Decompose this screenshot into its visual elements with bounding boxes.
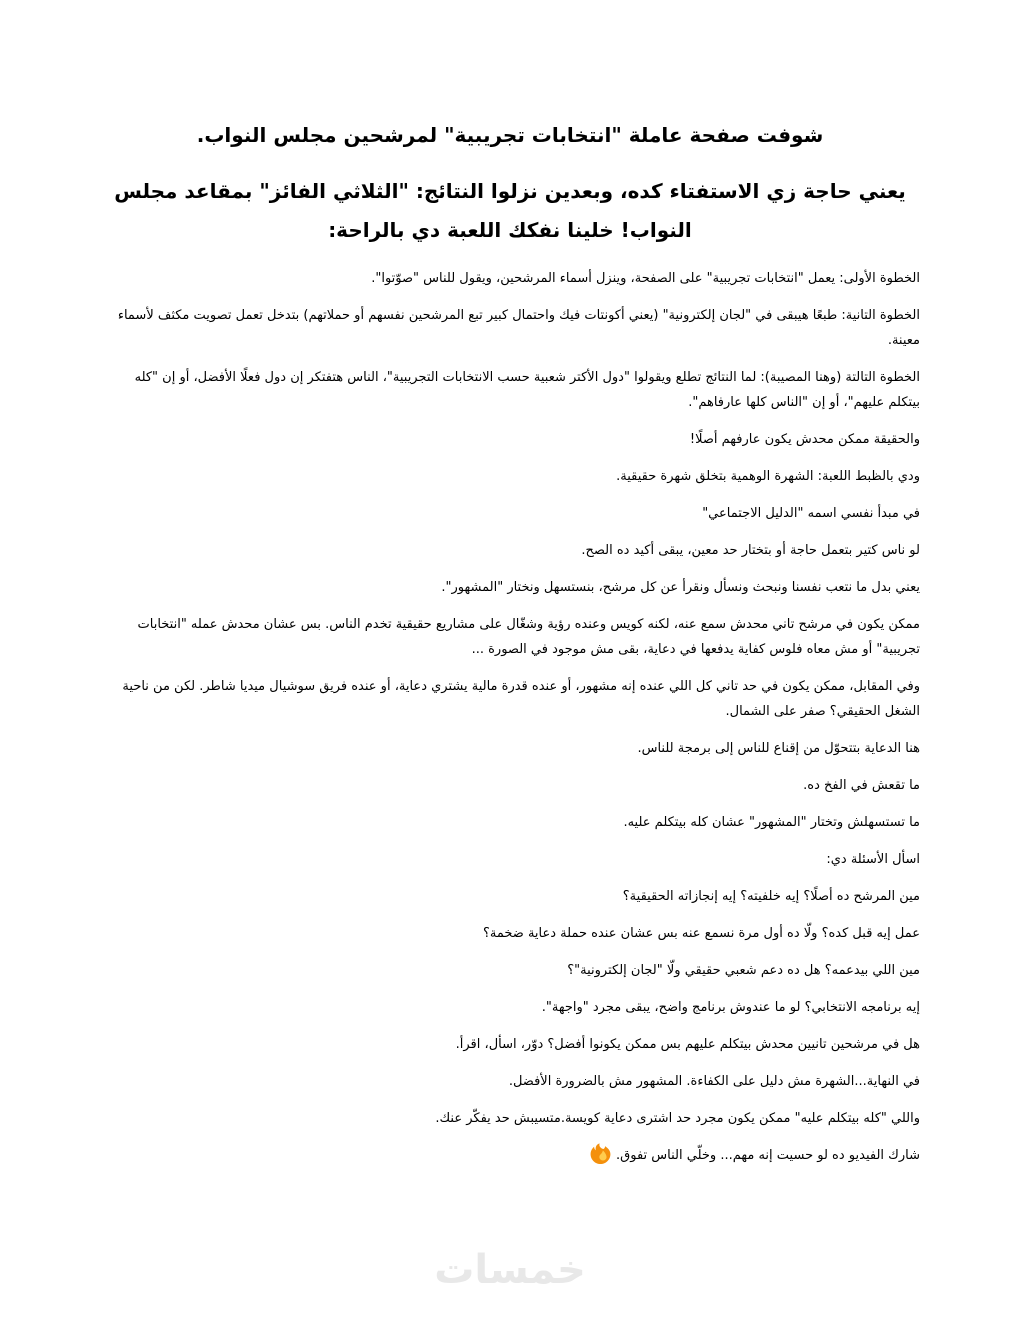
paragraph: الخطوة الأولى: يعمل "انتخابات تجريبية" على الصفحة، وينزل أسماء المرشحين، ويقول للناس "صوّتوا". [371, 271, 920, 286]
paragraph: عمل إيه قبل كده؟ ولّا ده أول مرة نسمع عنه بس عشان عنده حملة دعاية ضخمة؟ [483, 926, 920, 941]
paragraph: مين اللي بيدعمه؟ هل ده دعم شعبي حقيقي ولّا "لجان إلكترونية"؟ [567, 963, 920, 978]
share-line [100, 1143, 920, 1168]
paragraph: والحقيقة ممكن محدش يكون عارفهم أصلًا! [689, 432, 920, 447]
paragraph: هل في مرشحين تانيين محدش بيتكلم عليهم بس ممكن يكونوا أفضل؟ دوّر، اسأل، اقرأ. [455, 1037, 920, 1052]
paragraph: مين المرشح ده أصلًا؟ إيه خلفيته؟ إيه إنجازاته الحقيقية؟ [622, 889, 920, 904]
paragraph: اسأل الأسئلة دي: [826, 852, 920, 867]
paragraph: هنا الدعاية بتتحوّل من إقناع للناس إلى برمجة للناس. [637, 741, 920, 756]
paragraph: إيه برنامجه الانتخابي؟ لو ما عندوش برنامج واضح، يبقى مجرد "واجهة". [541, 1000, 920, 1015]
paragraph: وفي المقابل، ممكن يكون في حد تاني كل اللي عنده إنه مشهور، أو عنده قدرة مالية يشتري دعاية، أو عنده فريق سوشيال ميديا شاطر. لكن من ناحية الشغل الحقيقي؟ صفر على الشمال. [122, 679, 920, 719]
paragraph: الخطوة التالتة (وهنا المصيبة): لما النتائج تطلع ويقولوا "دول الأكتر شعبية حسب الانتخابات التجريبية"، الناس هتفتكر إن دول فعلًا الأفضل، أو إن "كله بيتكلم عليهم"، أو إن "الناس كلها عارفاهم". [134, 370, 920, 410]
heading-primary: شوفت صفحة عاملة "انتخابات تجريبية" لمرشحين مجلس النواب. [196, 123, 824, 147]
paragraph: ودي بالظبط اللعبة: الشهرة الوهمية بتخلق شهرة حقيقية. [616, 469, 920, 484]
paragraph: واللي "كله بيتكلم عليه" ممكن يكون مجرد حد اشترى دعاية كويسة.متسيبش حد يفكّر عنك. [435, 1111, 920, 1126]
share-text: شارك الفيديو ده لو حسيت إنه مهم... وخلّي الناس تفوق. [616, 1148, 920, 1163]
heading-secondary: يعني حاجة زي الاستفتاء كده، وبعدين نزلوا النتائج: "الثلاثي الفائز" بمقاعد مجلس النواب! خلينا نفكك اللعبة دي بالراحة: [114, 179, 906, 242]
paragraph: الخطوة التانية: طبعًا هيبقى في "لجان إلكترونية" (يعني أكونتات فيك واحتمال كبير تبع المرشحين نفسهم أو حملاتهم) بتدخل تعمل تصويت مكثف لأسماء معينة. [117, 308, 920, 348]
body-paragraphs [100, 266, 920, 1131]
paragraph: ما تقعش في الفخ ده. [803, 778, 920, 793]
paragraph: يعني بدل ما نتعب نفسنا ونبحث ونسأل ونقرأ عن كل مرشح، بنستسهل ونختار "المشهور". [441, 580, 920, 595]
paragraph: في مبدأ نفسي اسمه "الدليل الاجتماعي" [702, 506, 920, 521]
fire-icon [590, 1143, 611, 1164]
paragraph: ممكن يكون في مرشح تاني محدش سمع عنه، لكنه كويس وعنده رؤية وشغّال على مشاريع حقيقية تخدم الناس. بس عشان محدش عمله "انتخابات تجريبية" أو مش معاه فلوس كفاية يدفعها في دعاية، بقى مش موجود في الصورة ... [137, 617, 920, 657]
paragraph: ما تستسهلش وتختار "المشهور" عشان كله بيتكلم عليه. [623, 815, 920, 830]
paragraph: لو ناس كتير بتعمل حاجة أو بتختار حد معين، يبقى أكيد ده الصح. [581, 543, 920, 558]
khamsat-watermark: خمسات [434, 1247, 586, 1293]
paragraph: في النهاية...الشهرة مش دليل على الكفاءة. المشهور مش بالضرورة الأفضل. [508, 1074, 920, 1089]
